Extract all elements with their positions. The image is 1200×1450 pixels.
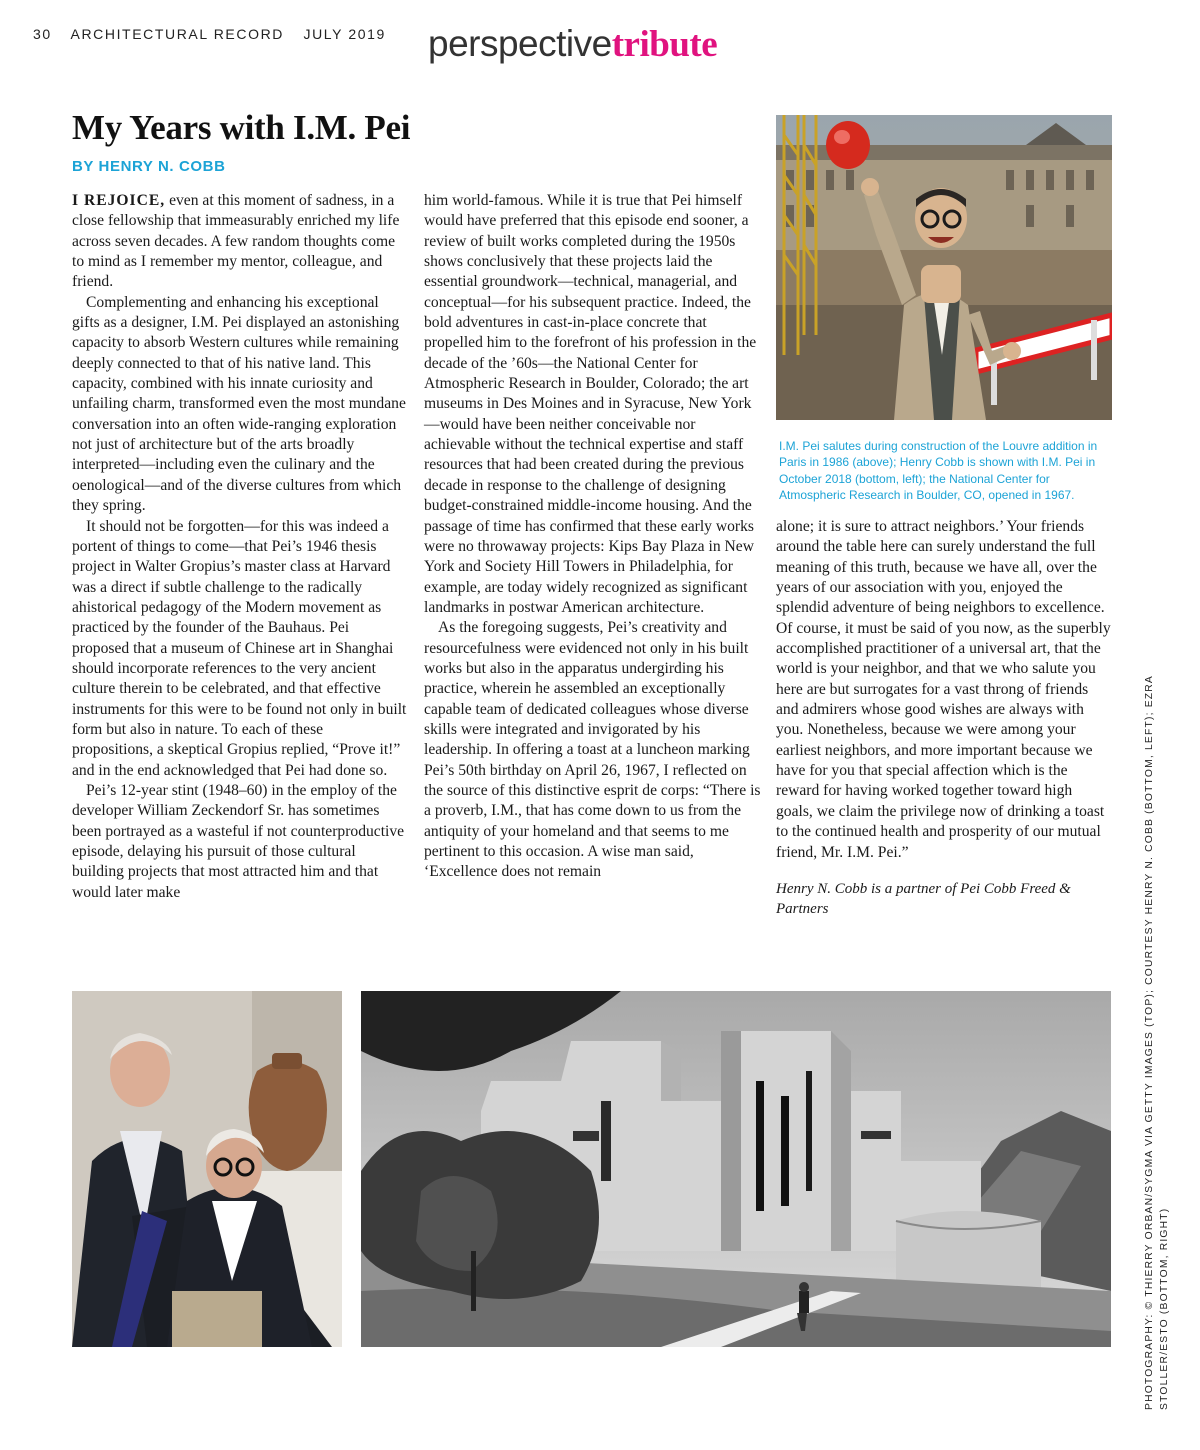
article-title: My Years with I.M. Pei — [72, 108, 411, 147]
paragraph-2: Complementing and enhancing his exceptional gifts as a designer, I.M. Pei displayed an astonishing capacity to absorb Western cultures while remaining deeply connected to that of his native land. This capacity, combined with his innate curiosity and unfailing charm, transformed even the most mundane conversation into an often wide-ranging exploration not just of architecture but of the arts broadly interpreted—including even the culinary and the oenological—and of the diverse cultures from which they spring. — [72, 293, 406, 515]
text-column-1 — [72, 191, 407, 903]
section-head-bold: tribute — [611, 24, 718, 65]
text-column-3 — [776, 517, 1112, 919]
paragraph-6: As the foregoing suggests, Pei’s creativity and resourcefulness were evidenced not only in his built works but also in the apparatus undergirding his practice, wherein he assembled an exceptionally capable team of dedicated colleagues whose diverse skills were integrated and invigorated by his leadership. In offering a toast at a luncheon marking Pei’s 50th birthday on April 26, 1967, I reflected on the source of this distinctive esprit de corps: “There is a proverb, I.M., that has come down to us from the antiquity of your homeland and that seems to me pertinent to this occasion. A wise man said, ‘Excellence does not remain — [424, 619, 761, 881]
paragraph-7: alone; it is sure to attract neighbors.’ Your friends around the table here can surely understand the full meaning of this truth, because we have all, over the years of our association with you, enjoyed the splendid adventure of being neighbors to excellence. Of course, it must be said of you now, as the superbly accomplished practitioner of a universal art, that the world is your neighbor, and that we who salute you here are but surrogates for a vast throng of friends and admirers whose good wishes are always with you. Nonetheless, because we were among your earliest neighbors, and more important because we have for you that special affection which is the reward for having worked together toward high goals, we claim the privilege now of drinking a toast to the continued health and prosperity of our mutual friend, Mr. I.M. Pei.” — [776, 518, 1111, 861]
magazine-name: ARCHITECTURAL RECORD — [70, 26, 284, 42]
photo-caption: I.M. Pei salutes during construction of the Louvre addition in Paris in 1986 (above); Henry Cobb is shown with I.M. Pei in October 2018 (bottom, left); the National Center for Atmospheric Research in Boulder, CO, opened in 1967. — [779, 439, 1098, 503]
text-column-2 — [424, 191, 761, 883]
photo-pei-louvre — [776, 115, 1112, 420]
paragraph-1-text: even at this moment of sadness, in a close fellowship that immeasurably enriched my life across seven decades. A few random thoughts come to mind as I remember my mentor, colleague, and friend. — [72, 192, 400, 291]
author-bio: Henry N. Cobb is a partner of Pei Cobb Freed & Partners — [776, 880, 1071, 917]
paragraph-4: Pei’s 12-year stint (1948–60) in the employ of the developer William Zeckendorf Sr. has sometimes been portrayed as a wasteful if not counterproductive episode, delaying his pursuit of those cultural building projects that most attracted him and that would later make — [72, 781, 405, 901]
page-number: 30 — [33, 26, 52, 42]
folio — [33, 26, 400, 42]
paragraph-1 — [72, 191, 407, 293]
section-head — [428, 22, 717, 67]
section-head-light: perspective — [428, 23, 612, 64]
lead-in: I REJOICE, — [72, 192, 166, 209]
paragraph-5: him world-famous. While it is true that Pei himself would have preferred that this episode end sooner, a review of built works completed during the 1950s shows conclusively that these projects laid the essential groundwork—technical, managerial, and conceptual—for his subsequent practice. Indeed, the bold adventures in cast-in-place concrete that propelled him to the forefront of his profession in the decade of the ’60s—the National Center for Atmospheric Research in Boulder, Colorado; the art museums in Des Moines and in Syracuse, New York—would have been neither conceivable nor achievable without the technical expertise and staff resources that had been created during the previous decade in response to the challenge of designing budget-constrained middle-income housing. And the passage of time has confirmed that these early works were no throwaway projects: Kips Bay Plaza in New York and Society Hill Towers in Philadelphia, for example, are today widely recognized as significant landmarks in postwar American architecture. — [424, 192, 757, 616]
photo-cobb-pei — [72, 991, 342, 1347]
photo-ncar-building — [361, 991, 1111, 1347]
paragraph-3: It should not be forgotten—for this was indeed a portent of things to come—that Pei’s 1946 thesis project in Walter Gropius’s master class at Harvard was a direct if subtle challenge to the radically ahistorical pedagogy of the Modern movement as practiced by the founder of the Bauhaus. Pei proposed that a museum of Chinese art in Shanghai should incorporate references to the very ancient culture therein to be celebrated, and that effective instruments for this were to be found not only in built form but also in nature. To each of these propositions, a skeptical Gropius replied, “Prove it!” and in the end acknowledged that Pei had done so. — [72, 517, 407, 779]
issue-date: JULY 2019 — [303, 26, 386, 42]
photo-credit: PHOTOGRAPHY: © THIERRY ORBAN/SYGMA VIA GETTY IMAGES (TOP); COURTESY HENRY N. COBB (BOTTOM, LEFT); EZRA STOLLER/ESTO (BOTTOM, RIGHT) — [1144, 675, 1170, 1410]
byline: BY HENRY N. COBB — [72, 158, 226, 175]
